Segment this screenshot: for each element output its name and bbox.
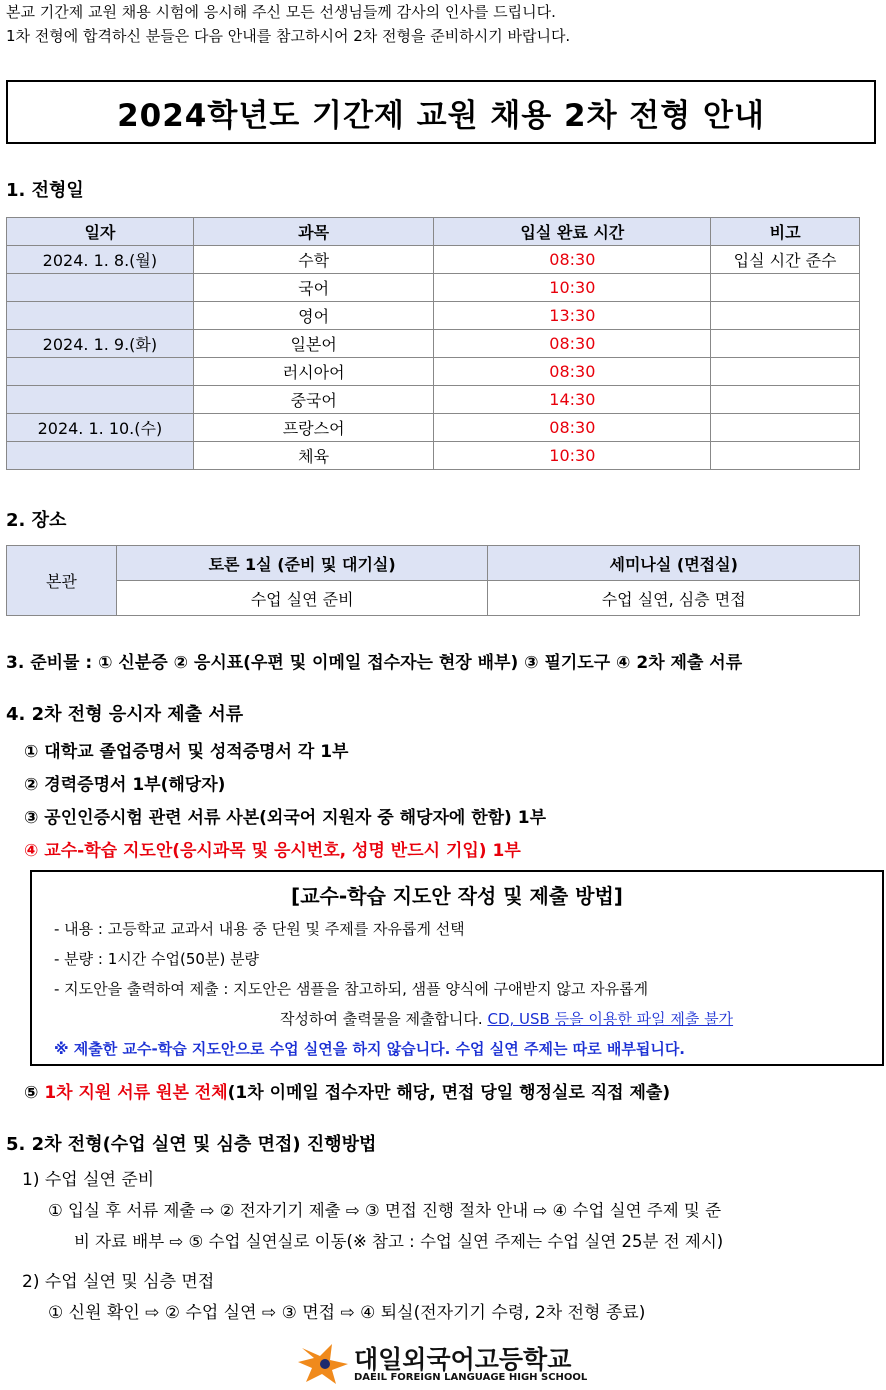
header-date: 일자: [7, 218, 194, 246]
header-time: 입실 완료 시간: [434, 218, 711, 246]
cell-note: 입실 시간 준수: [711, 246, 860, 274]
cell-time: 08:30: [434, 330, 711, 358]
item-5-number: ⑤: [24, 1083, 39, 1103]
cell-date: 2024. 1. 9.(화): [7, 330, 194, 358]
list-item: ③ 공인인증시험 관련 서류 사본(외국어 지원자 중 해당자에 한함) 1부: [24, 808, 546, 828]
header-subject: 과목: [193, 218, 434, 246]
guide-note: ※ 제출한 교수-학습 지도안으로 수업 실연을 하지 않습니다. 수업 실연 주제는 따로 배부됩니다.: [54, 1040, 686, 1058]
table-row: [7, 442, 860, 470]
cell-time: 13:30: [434, 302, 711, 330]
lesson-plan-guide-box: [30, 870, 884, 1066]
schedule-table: [6, 217, 860, 470]
cell-time: 08:30: [434, 246, 711, 274]
table-row: [7, 246, 860, 274]
cell-note: [711, 330, 860, 358]
cell-time: 10:30: [434, 442, 711, 470]
cell-date: [7, 442, 194, 470]
cell-subject: 국어: [193, 274, 434, 302]
list-item: ① 대학교 졸업증명서 및 성적증명서 각 1부: [24, 742, 349, 762]
table-row: [7, 358, 860, 386]
school-logo: [298, 1342, 588, 1386]
section-4-heading: 4. 2차 전형 응시자 제출 서류: [6, 704, 244, 725]
cell-subject: 수학: [193, 246, 434, 274]
school-name-english: DAEIL FOREIGN LANGUAGE HIGH SCHOOL: [354, 1372, 588, 1383]
sub-heading-2: 2) 수업 실연 및 심층 면접: [22, 1272, 215, 1292]
venue-building: 본관: [7, 546, 117, 616]
schedule-header-row: [7, 218, 860, 246]
guide-title: [교수-학습 지도안 작성 및 제출 방법]: [291, 884, 623, 908]
cell-date: 2024. 1. 10.(수): [7, 414, 194, 442]
cell-subject: 일본어: [193, 330, 434, 358]
venue-room-2-use: 수업 실연, 심층 면접: [488, 581, 860, 616]
procedure-line-3: ① 신원 확인 ⇨ ② 수업 실연 ⇨ ③ 면접 ⇨ ④ 퇴실(전자기기 수령, 2차 전형 종료): [48, 1303, 646, 1323]
guide-line-submission-cont: [280, 1008, 733, 1029]
list-item: ② 경력증명서 1부(해당자): [24, 775, 226, 795]
cell-date: [7, 302, 194, 330]
guide-line-submission-text: 작성하여 출력물을 제출합니다.: [280, 1010, 483, 1028]
school-name: 대일외국어고등학교: [354, 1345, 572, 1374]
section-2-heading: 2. 장소: [6, 510, 67, 531]
table-row: [7, 274, 860, 302]
guide-line-content: - 내용 : 고등학교 교과서 내용 중 단원 및 주제를 자유롭게 선택: [54, 920, 465, 938]
cell-subject: 영어: [193, 302, 434, 330]
intro-line-1: 본교 기간제 교원 채용 시험에 응시해 주신 모든 선생님들께 감사의 인사를 드립니다.: [6, 3, 556, 21]
school-emblem-icon: [298, 1342, 352, 1386]
file-submission-warning: CD, USB 등을 이용한 파일 제출 불가: [487, 1010, 734, 1028]
cell-note: [711, 442, 860, 470]
cell-note: [711, 386, 860, 414]
cell-date: [7, 358, 194, 386]
cell-note: [711, 274, 860, 302]
procedure-line-2: 비 자료 배부 ⇨ ⑤ 수업 실연실로 이동(※ 참고 : 수업 실연 주제는 수업 실연 25분 전 제시): [74, 1232, 724, 1251]
cell-note: [711, 414, 860, 442]
section-5-heading: 5. 2차 전형(수업 실연 및 심층 면접) 진행방법: [6, 1134, 377, 1155]
item-5-rest: (1차 이메일 접수자만 해당, 면접 당일 행정실로 직접 제출): [227, 1083, 671, 1103]
guide-line-amount: - 분량 : 1시간 수업(50분) 분량: [54, 950, 260, 968]
cell-subject: 중국어: [193, 386, 434, 414]
intro-text: [6, 0, 570, 48]
cell-subject: 프랑스어: [193, 414, 434, 442]
section-1-heading: 1. 전형일: [6, 180, 84, 201]
cell-subject: 러시아어: [193, 358, 434, 386]
list-item: ④ 교수-학습 지도안(응시과목 및 응시번호, 성명 반드시 기입) 1부: [24, 841, 521, 861]
guide-line-submission: - 지도안을 출력하여 제출 : 지도안은 샘플을 참고하되, 샘플 양식에 구애받지 않고 자유롭게: [54, 980, 649, 998]
list-item-5: [24, 1078, 670, 1103]
cell-time: 08:30: [434, 358, 711, 386]
venue-use-row: [7, 581, 860, 616]
venue-header-row: [7, 546, 860, 581]
cell-time: 14:30: [434, 386, 711, 414]
sub-heading-1: 1) 수업 실연 준비: [22, 1170, 155, 1190]
table-row: [7, 414, 860, 442]
page-title: 2024학년도 기간제 교원 채용 2차 전형 안내: [6, 80, 876, 144]
cell-date: 2024. 1. 8.(월): [7, 246, 194, 274]
cell-subject: 체육: [193, 442, 434, 470]
cell-note: [711, 302, 860, 330]
venue-room-2: 세미나실 (면접실): [488, 546, 860, 581]
cell-time: 10:30: [434, 274, 711, 302]
venue-room-1-use: 수업 실연 준비: [116, 581, 488, 616]
venue-room-1: 토론 1실 (준비 및 대기실): [116, 546, 488, 581]
cell-note: [711, 358, 860, 386]
cell-time: 08:30: [434, 414, 711, 442]
item-5-highlight: 1차 지원 서류 원본 전체: [44, 1083, 228, 1103]
section-3-heading: 3. 준비물 : ① 신분증 ② 응시표(우편 및 이메일 접수자는 현장 배부) ③ 필기도구 ④ 2차 제출 서류: [6, 653, 743, 673]
cell-date: [7, 274, 194, 302]
table-row: [7, 302, 860, 330]
venue-table: [6, 545, 860, 616]
cell-date: [7, 386, 194, 414]
header-note: 비고: [711, 218, 860, 246]
table-row: [7, 330, 860, 358]
procedure-line-1: ① 입실 후 서류 제출 ⇨ ② 전자기기 제출 ⇨ ③ 면접 진행 절차 안내 ⇨ ④ 수업 실연 주제 및 준: [48, 1201, 722, 1220]
table-row: [7, 386, 860, 414]
intro-line-2: 1차 전형에 합격하신 분들은 다음 안내를 참고하시어 2차 전형을 준비하시기 바랍니다.: [6, 27, 571, 45]
